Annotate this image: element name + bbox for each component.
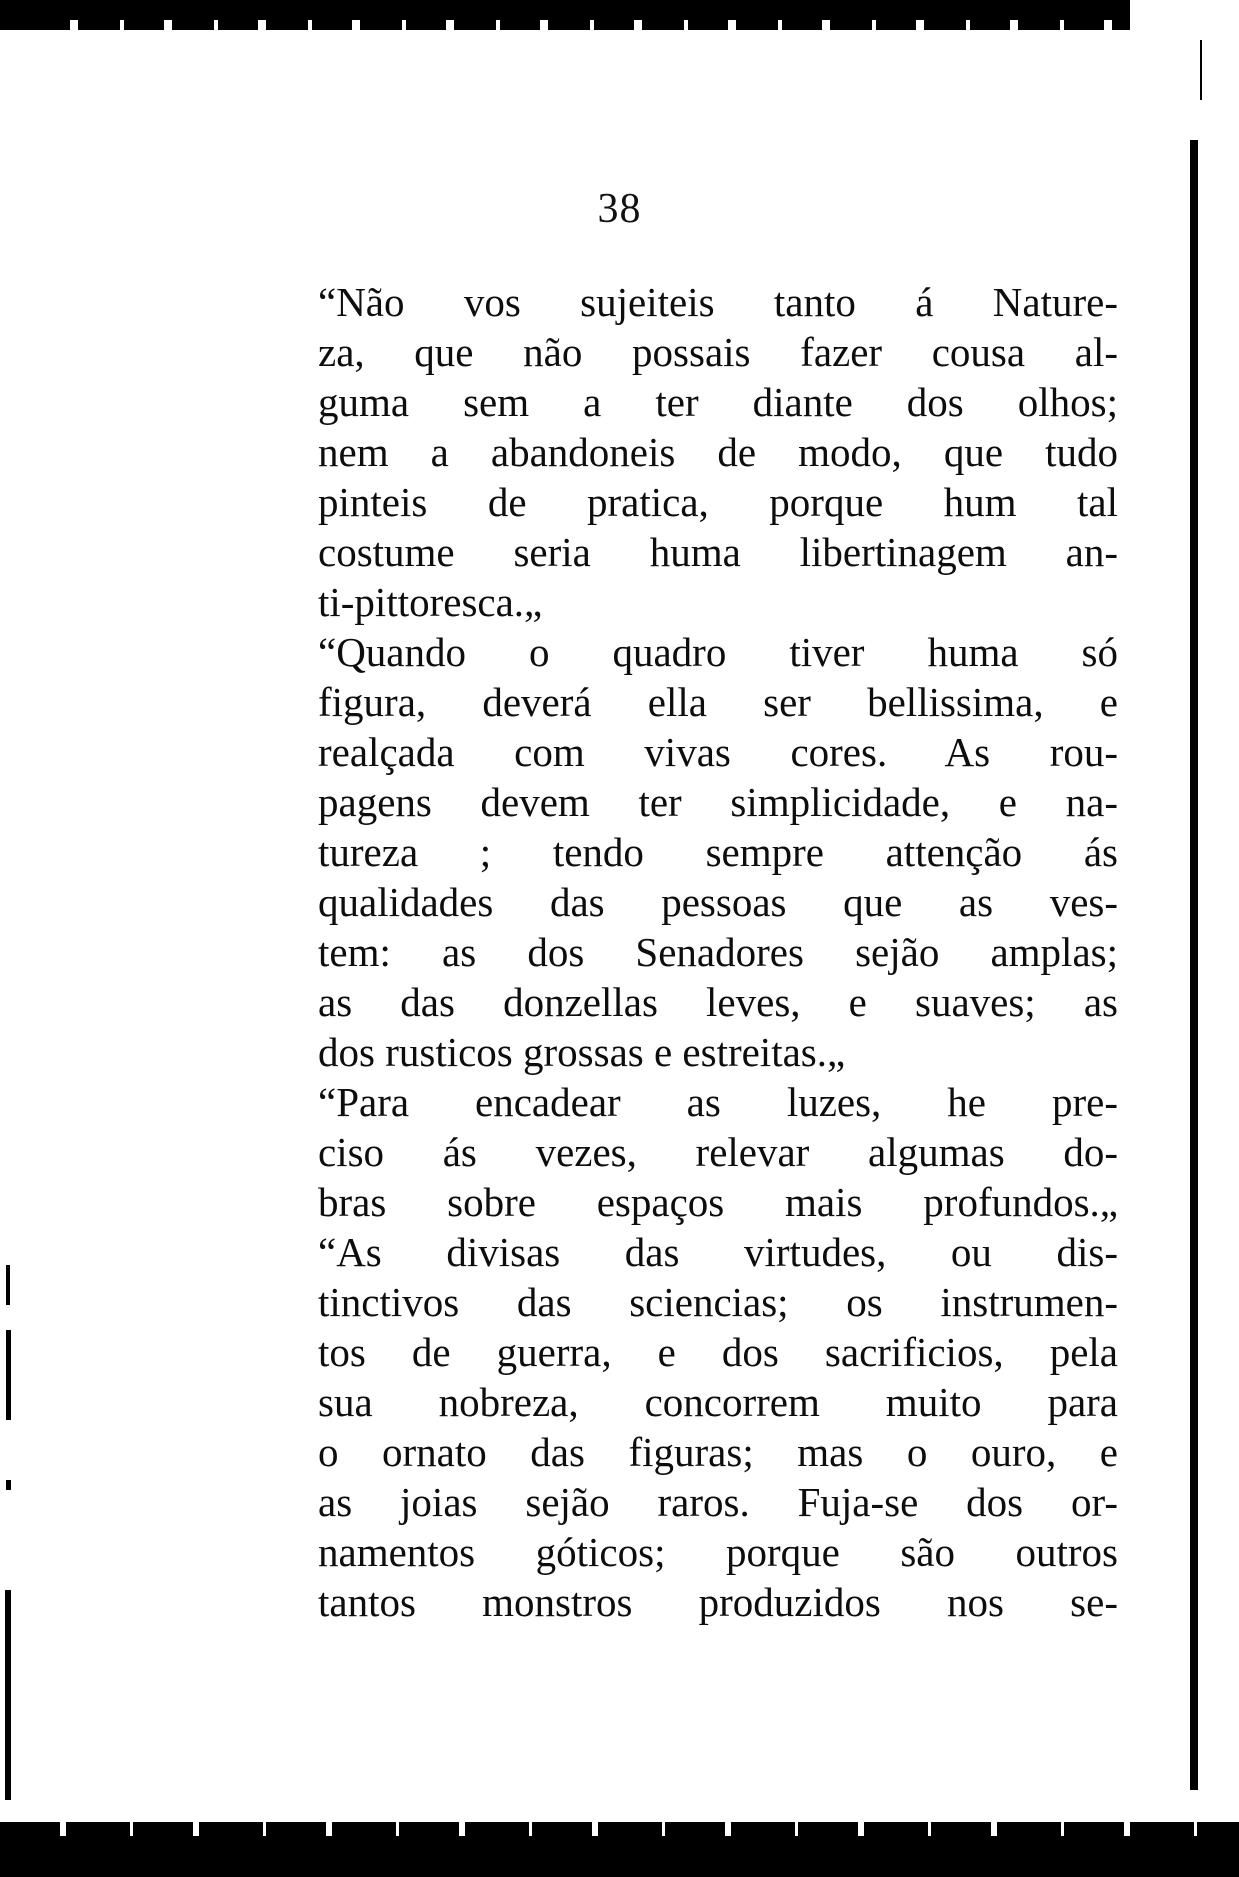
scan-edge-left-mark — [5, 1590, 11, 1800]
text-line: costume seria huma libertinagem an- — [318, 529, 1118, 575]
text-line: “Para encadear as luzes, he pre- — [318, 1079, 1118, 1125]
text-line: as joias sejão raros. Fuja-se dos or- — [318, 1479, 1118, 1525]
page-number: 38 — [597, 186, 642, 232]
text-line: pinteis de pratica, porque hum tal — [318, 479, 1118, 525]
text-line: tem: as dos Senadores sejão amplas; — [318, 929, 1118, 975]
text-line: figura, deverá ella ser bellissima, e — [318, 679, 1118, 725]
text-line: ti-pittoresca.„ — [318, 579, 543, 625]
text-line: nem a abandoneis de modo, que tudo — [318, 429, 1118, 475]
text-line: sua nobreza, concorrem muito para — [318, 1379, 1118, 1425]
text-line: as das donzellas leves, e suaves; as — [318, 979, 1118, 1025]
scan-edge-bottom — [0, 1822, 1239, 1877]
text-line: “As divisas das virtudes, ou dis- — [318, 1229, 1118, 1275]
scan-edge-right-top — [1200, 40, 1202, 100]
text-line: tos de guerra, e dos sacrificios, pela — [318, 1329, 1118, 1375]
text-line: guma sem a ter diante dos olhos; — [318, 379, 1118, 425]
text-line: bras sobre espaços mais profundos.„ — [318, 1179, 1118, 1225]
text-line: “Não vos sujeiteis tanto á Nature- — [318, 279, 1118, 325]
text-line: realçada com vivas cores. As rou- — [318, 729, 1118, 775]
scan-edge-left-mark — [6, 1265, 10, 1305]
text-line: tinctivos das sciencias; os instrumen- — [318, 1279, 1118, 1325]
scan-edge-right — [1190, 140, 1198, 1790]
scan-edge-top — [0, 0, 1130, 30]
scan-edge-left-mark — [6, 1480, 11, 1490]
body-text — [318, 277, 1118, 1627]
text-line: qualidades das pessoas que as ves- — [318, 879, 1118, 925]
text-line: pagens devem ter simplicidade, e na- — [318, 779, 1118, 825]
text-line: za, que não possais fazer cousa al- — [318, 329, 1118, 375]
text-line: “Quando o quadro tiver huma só — [318, 629, 1118, 675]
text-line: tantos monstros produzidos nos se- — [318, 1579, 1118, 1625]
text-line: ciso ás vezes, relevar algumas do- — [318, 1129, 1118, 1175]
text-line: o ornato das figuras; mas o ouro, e — [318, 1429, 1118, 1475]
text-line: dos rusticos grossas e estreitas.„ — [318, 1029, 846, 1075]
scan-edge-left-mark — [6, 1330, 11, 1420]
text-line: tureza ; tendo sempre attenção ás — [318, 829, 1118, 875]
text-line: namentos góticos; porque são outros — [318, 1529, 1118, 1575]
